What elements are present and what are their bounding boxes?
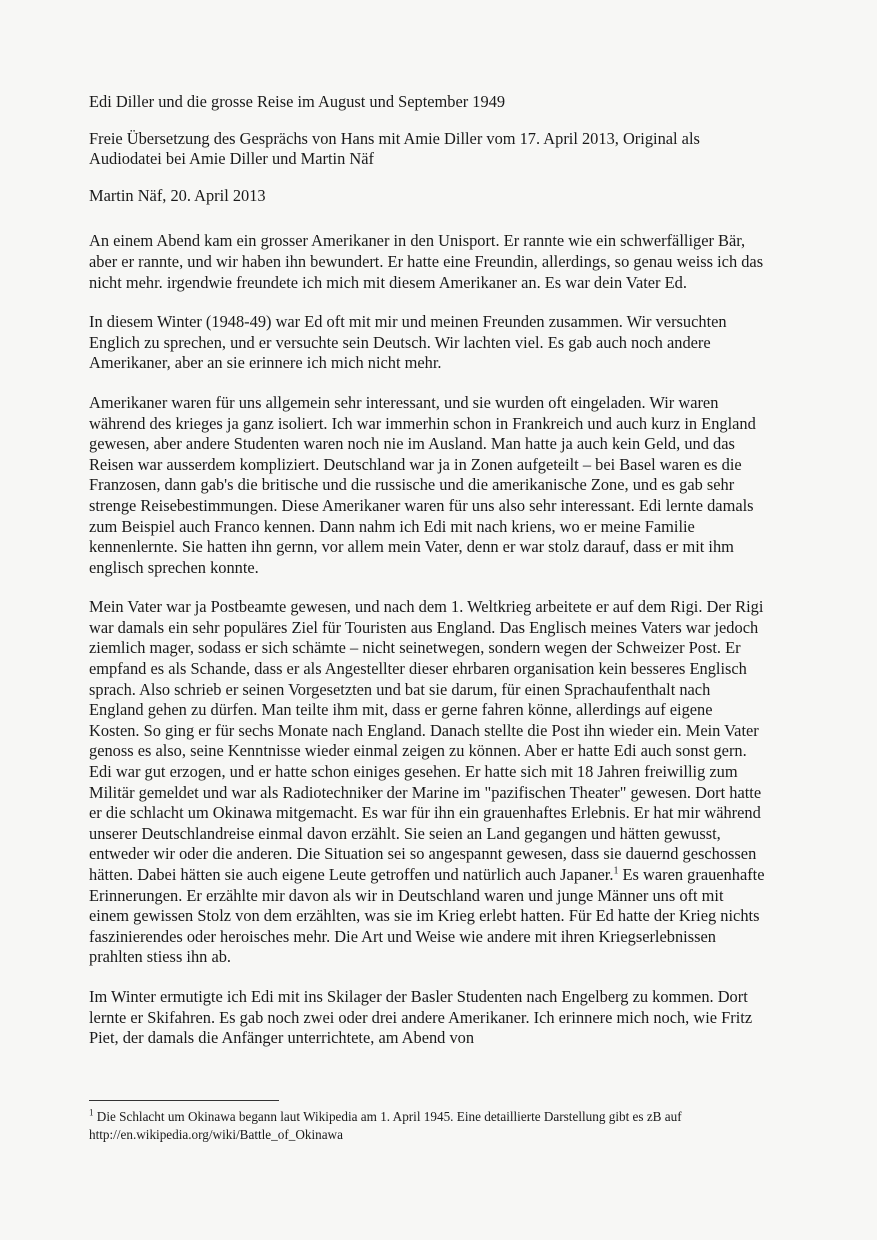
paragraph-1: An einem Abend kam ein grosser Amerikaner in den Unisport. Er rannte wie ein schwerfälliger Bär, aber er rannte, und wir haben ihn bewundert. Er hatte eine Freundin, allerdings, so genau weiss ich das nicht mehr. irgendwie freundete ich mich mit diesem Amerikaner an. Es war dein Vater Ed. bbox=[89, 231, 764, 292]
paragraph-4-part-2: Es waren grauenhafte Erinnerungen. Er erzählte mir davon als wir in Deutschland waren und junge Männer uns oft mit einem gewissen Stolz von dem erzählten, was sie im Krieg erlebt hatten. Für Ed hatte der Krieg nichts faszinierendes oder heroisches mehr. Die Art und Weise wie andere mit ihren Kriegserlebnissen prahlten stiess ihn ab. bbox=[89, 865, 765, 967]
paragraph-3: Amerikaner waren für uns allgemein sehr interessant, und sie wurden oft eingeladen. Wir waren während des krieges ja ganz isoliert. Ich war immerhin schon in Frankreich und auch kurz in England gewesen, aber andere Studenten waren noch nie im Ausland. Man hatte ja auch kein Geld, und das Reisen war ausserdem kompliziert. Deutschland war ja in Zonen aufgeteilt – bei Basel waren es die Franzosen, dann gab's die britische und die russische und die amerikanische Zone, und es gab sehr strenge Reisebestimmungen. Diese Amerikaner waren für uns also sehr interessant. Edi lernte damals zum Beispiel auch Franco kennen. Dann nahm ich Edi mit nach kriens, wo er meine Familie kennenlernte. Sie hatten ihn gernn, vor allem mein Vater, denn er war stolz darauf, dass er mit ihm englisch sprechen konnte. bbox=[89, 392, 756, 577]
footnote-text: Die Schlacht um Okinawa begann laut Wikipedia am 1. April 1945. Eine detaillierte Darstellung gibt es zB auf http://en.wikipedia.org/wiki/Battle_of_Okinawa bbox=[89, 1109, 682, 1142]
document-body bbox=[89, 231, 765, 1048]
paragraph-4-part-1: Mein Vater war ja Postbeamte gewesen, und nach dem 1. Weltkrieg arbeitete er auf dem Rigi. Der Rigi war damals ein sehr populäres Ziel für Touristen aus England. Das Englisch meines Vaters war jedoch ziemlich mager, sodass er sich schämte – nicht seinetwegen, sondern wegen der Schweizer Post. Er empfand es als Schande, dass er als Angestellter dieser ehrbaren organisation kein besseres Englisch sprach. Also schrieb er seinen Vorgesetzten und bat sie darum, für einen Sprachaufenthalt nach England gehen zu dürfen. Man teilte ihm mit, dass er gerne fahren könne, allerdings auf eigene Kosten. So ging er für sechs Monate nach England. Danach stellte die Post ihn wieder ein. Mein Vater genoss es also, seine Kenntnisse wieder einmal zeigen zu können. Aber er hatte Edi auch sonst gern. Edi war gut erzogen, und er hatte schon einiges gesehen. Er hatte sich mit 18 Jahren freiwillig zum Militär gemeldet und war als Radiotechniker der Marine im "pazifischen Theater" gewesen. Dort hatte er die schlacht um Okinawa mitgemacht. Es war für ihn ein grauenhaftes Erlebnis. Er hat mir während unserer Deutschlandreise einmal davon erzählt. Sie seien an Land gegangen und hätten gewusst, entweder wir oder die anderen. Die Situation sei so angespannt gewesen, dass sie dauernd geschossen hätten. Dabei hätten sie auch eigene Leute getroffen und natürlich auch Japaner. bbox=[89, 597, 764, 884]
paragraph-2: In diesem Winter (1948-49) war Ed oft mit mir und meinen Freunden zusammen. Wir versuchten Englich zu sprechen, und er versuchte sein Deutsch. Wir lachten viel. Es gab auch noch andere Amerikaner, aber an sie erinnere ich mich nicht mehr. bbox=[89, 312, 727, 373]
footnote bbox=[89, 1108, 759, 1143]
document-title: Edi Diller und die grosse Reise im August und September 1949 bbox=[89, 92, 506, 111]
footnote-reference[interactable]: 1 bbox=[613, 865, 619, 877]
paragraph-4 bbox=[89, 597, 765, 968]
footnote-divider bbox=[89, 1100, 279, 1101]
document-subtitle: Freie Übersetzung des Gesprächs von Hans mit Amie Diller vom 17. April 2013, Original als Audiodatei bei Amie Diller und Martin Näf bbox=[89, 128, 700, 169]
author-date-line: Martin Näf, 20. April 2013 bbox=[89, 185, 266, 205]
footnote-mark: 1 bbox=[89, 1107, 94, 1118]
paragraph-5: Im Winter ermutigte ich Edi mit ins Skilager der Basler Studenten nach Engelberg zu kommen. Dort lernte er Skifahren. Es gab noch zwei oder drei andere Amerikaner. Ich erinnere mich noch, wie Fritz Piet, der damals die Anfänger unterrichtete, am Abend von bbox=[89, 986, 753, 1048]
